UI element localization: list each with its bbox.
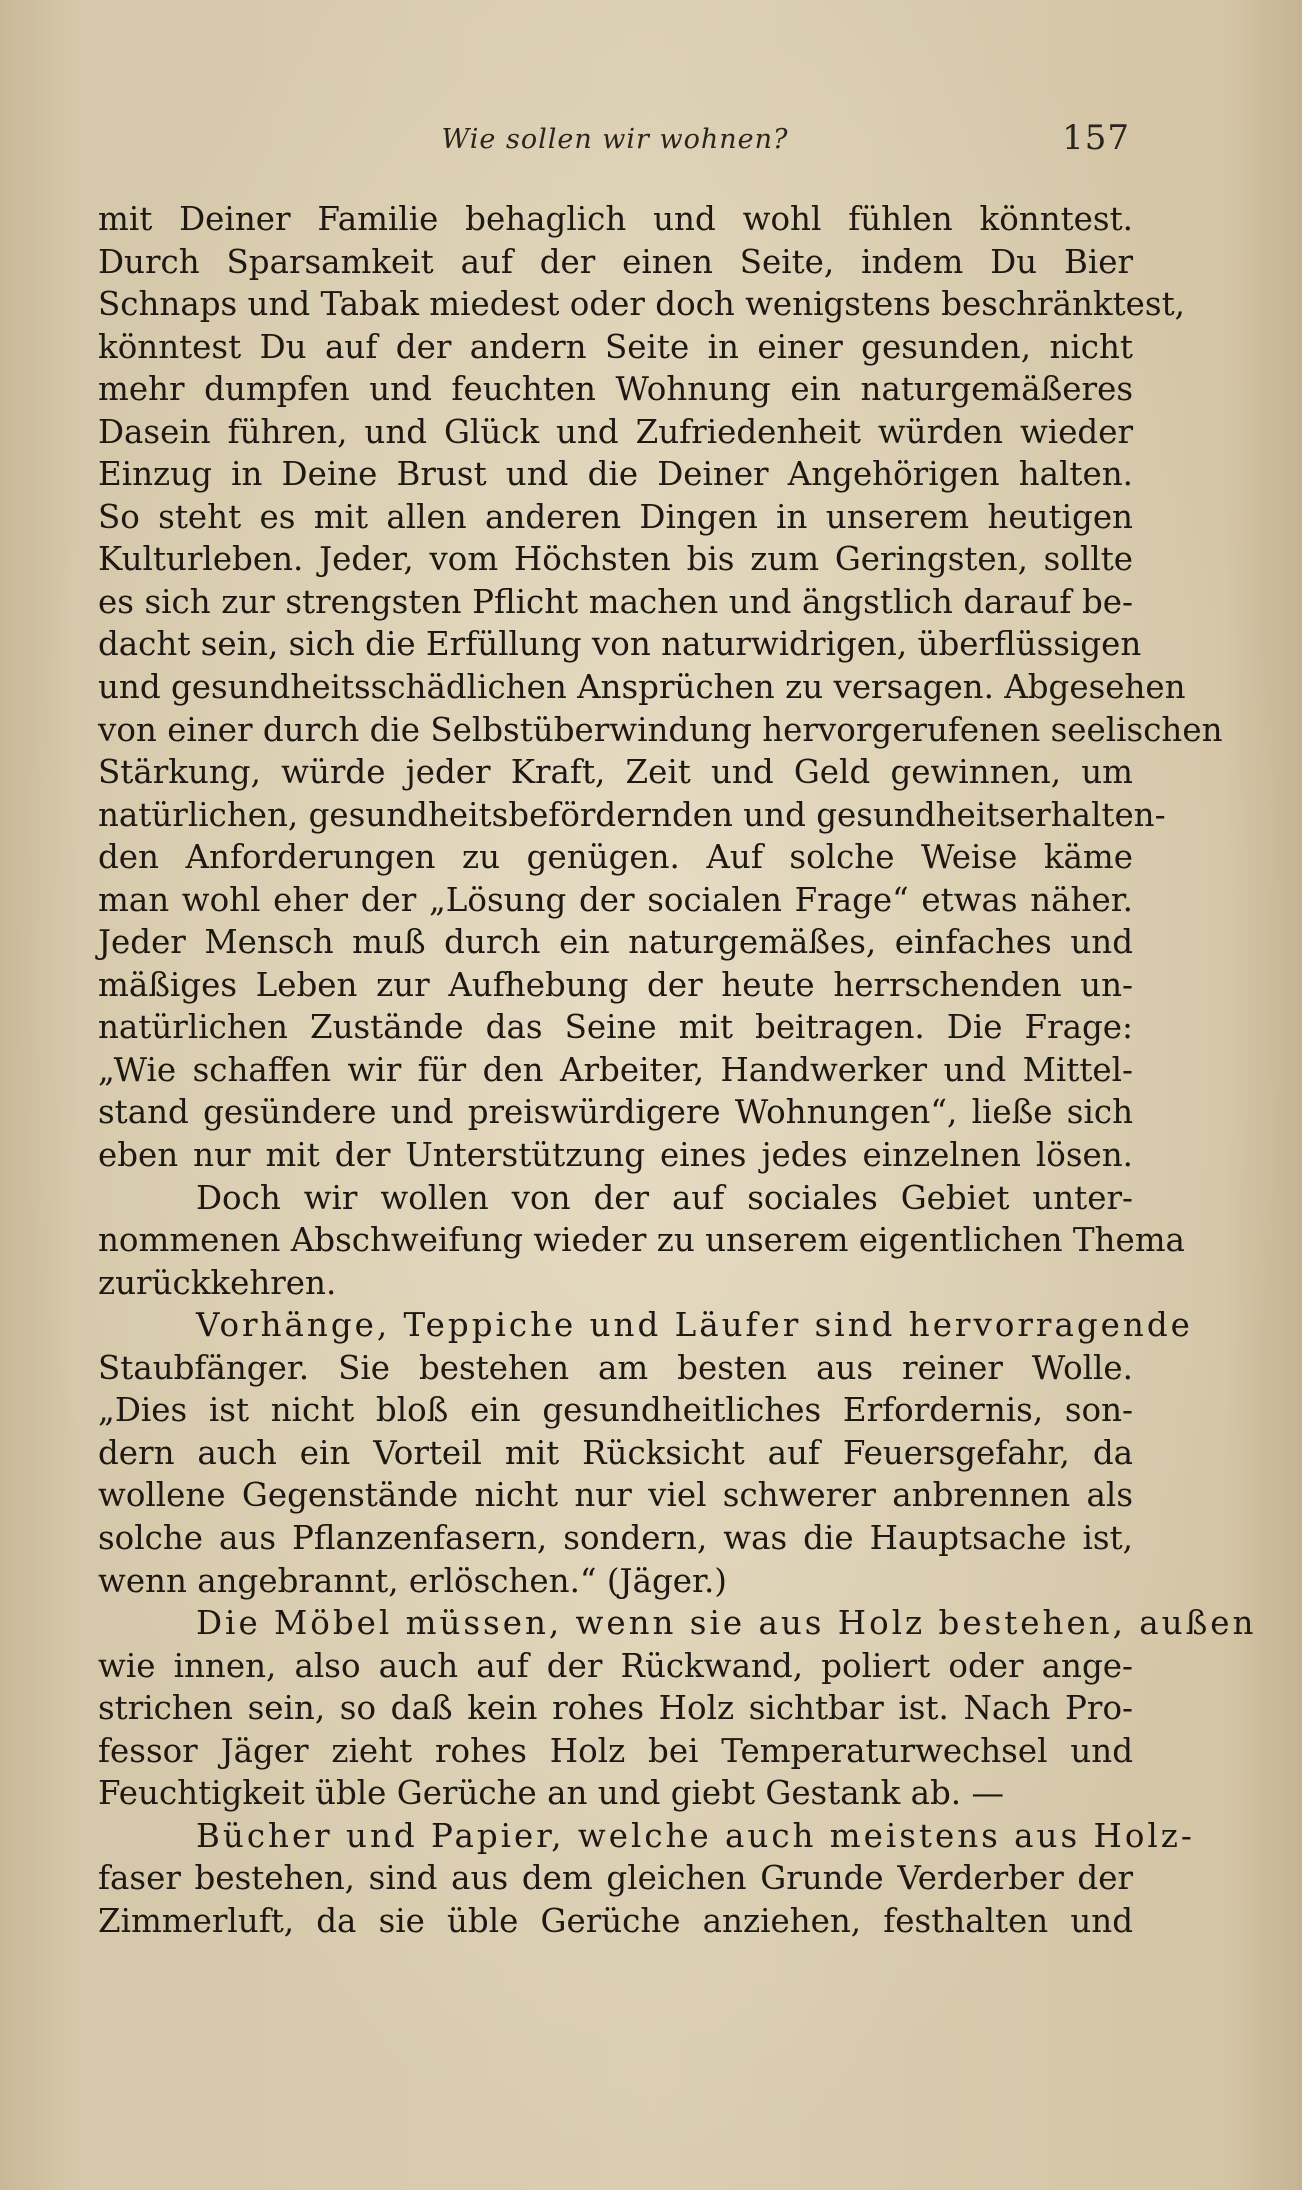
text-line: könntest Du auf der andern Seite in einer gesunden, nicht — [98, 327, 1133, 366]
page-number: 157 — [1062, 118, 1130, 158]
text-line: Durch Sparsamkeit auf der einen Seite, indem Du Bier — [98, 242, 1133, 281]
text-line: mehr dumpfen und feuchten Wohnung ein naturgemäßeres — [98, 370, 1133, 409]
text-line: strichen sein, so daß kein rohes Holz sichtbar ist. Nach Pro- — [98, 1689, 1133, 1728]
text-line: Kulturleben. Jeder, vom Höchsten bis zum Geringsten, sollte — [98, 540, 1133, 579]
text-line: dern auch ein Vorteil mit Rücksicht auf Feuersgefahr, da — [98, 1433, 1133, 1472]
text-line: Schnaps und Tabak miedest oder doch wenigstens beschränktest, — [98, 285, 1185, 324]
paragraph-end-line: Feuchtigkeit üble Gerüche an und giebt Gestank ab. — — [98, 1774, 1004, 1813]
text-line: nommenen Abschweifung wieder zu unserem eigentlichen Thema — [98, 1221, 1185, 1260]
text-line: natürlichen, gesundheitsbefördernden und gesundheitserhalten- — [98, 795, 1166, 834]
text-line: stand gesündere und preiswürdigere Wohnungen“, ließe sich — [98, 1093, 1133, 1132]
text-line: wollene Gegenstände nicht nur viel schwerer anbrennen als — [98, 1476, 1133, 1515]
text-line: Einzug in Deine Brust und die Deiner Angehörigen halten. — [98, 455, 1133, 494]
paragraph-end-line: wenn angebrannt, erlöschen.“ (Jäger.) — [98, 1561, 727, 1600]
text-line: Zimmerluft, da sie üble Gerüche anziehen, festhalten und — [98, 1901, 1133, 1940]
text-line: es sich zur strengsten Pflicht machen und ängstlich darauf be- — [98, 582, 1133, 621]
text-line: dacht sein, sich die Erfüllung von naturwidrigen, überflüssigen — [98, 625, 1142, 664]
text-line: mit Deiner Familie behaglich und wohl fühlen könntest. — [98, 200, 1133, 238]
paragraph-start-line: Vorhänge, Teppiche und Läufer sind hervorragende — [196, 1306, 1193, 1345]
text-line: So steht es mit allen anderen Dingen in unserem heutigen — [98, 497, 1133, 536]
body-text — [98, 198, 1257, 1942]
paragraph-start-line: Bücher und Papier, welche auch meistens aus Holz- — [196, 1816, 1195, 1855]
text-line: eben nur mit der Unterstützung eines jedes einzelnen lösen. — [98, 1136, 1133, 1175]
text-line: solche aus Pflanzenfasern, sondern, was die Hauptsache ist, — [98, 1518, 1133, 1557]
text-line: Dasein führen, und Glück und Zufriedenheit würden wieder — [98, 412, 1133, 451]
text-line: wie innen, also auch auf der Rückwand, poliert oder ange- — [98, 1646, 1133, 1685]
text-line: Staubfänger. Sie bestehen am besten aus reiner Wolle. — [98, 1348, 1133, 1387]
text-line: faser bestehen, sind aus dem gleichen Grunde Verderber der — [98, 1859, 1133, 1898]
text-line: fessor Jäger zieht rohes Holz bei Temperaturwechsel und — [98, 1731, 1133, 1770]
text-line: mäßiges Leben zur Aufhebung der heute herrschenden un- — [98, 965, 1133, 1004]
paragraph-end-line: zurückkehren. — [98, 1263, 337, 1302]
text-line: von einer durch die Selbstüberwindung hervorgerufenen seelischen — [98, 710, 1223, 749]
text-line: man wohl eher der „Lösung der socialen Frage“ etwas näher. — [98, 880, 1133, 919]
text-line: natürlichen Zustände das Seine mit beitragen. Die Frage: — [98, 1008, 1133, 1047]
paragraph-start-line: Die Möbel müssen, wenn sie aus Holz bestehen, außen — [196, 1604, 1257, 1643]
running-title: Wie sollen wir wohnen? — [441, 124, 789, 155]
text-line: den Anforderungen zu genügen. Auf solche Weise käme — [98, 838, 1133, 877]
text-line: „Dies ist nicht bloß ein gesundheitliches Erfordernis, son- — [98, 1391, 1133, 1430]
text-line: Jeder Mensch muß durch ein naturgemäßes, einfaches und — [98, 923, 1133, 962]
text-line: „Wie schaffen wir für den Arbeiter, Handwerker und Mittel- — [98, 1050, 1133, 1089]
running-head — [100, 118, 1130, 168]
text-line: Stärkung, würde jeder Kraft, Zeit und Geld gewinnen, um — [98, 753, 1133, 792]
paragraph-start-line: Doch wir wollen von der auf sociales Gebiet unter- — [196, 1178, 1133, 1217]
text-line: und gesundheitsschädlichen Ansprüchen zu versagen. Abgesehen — [98, 668, 1186, 707]
